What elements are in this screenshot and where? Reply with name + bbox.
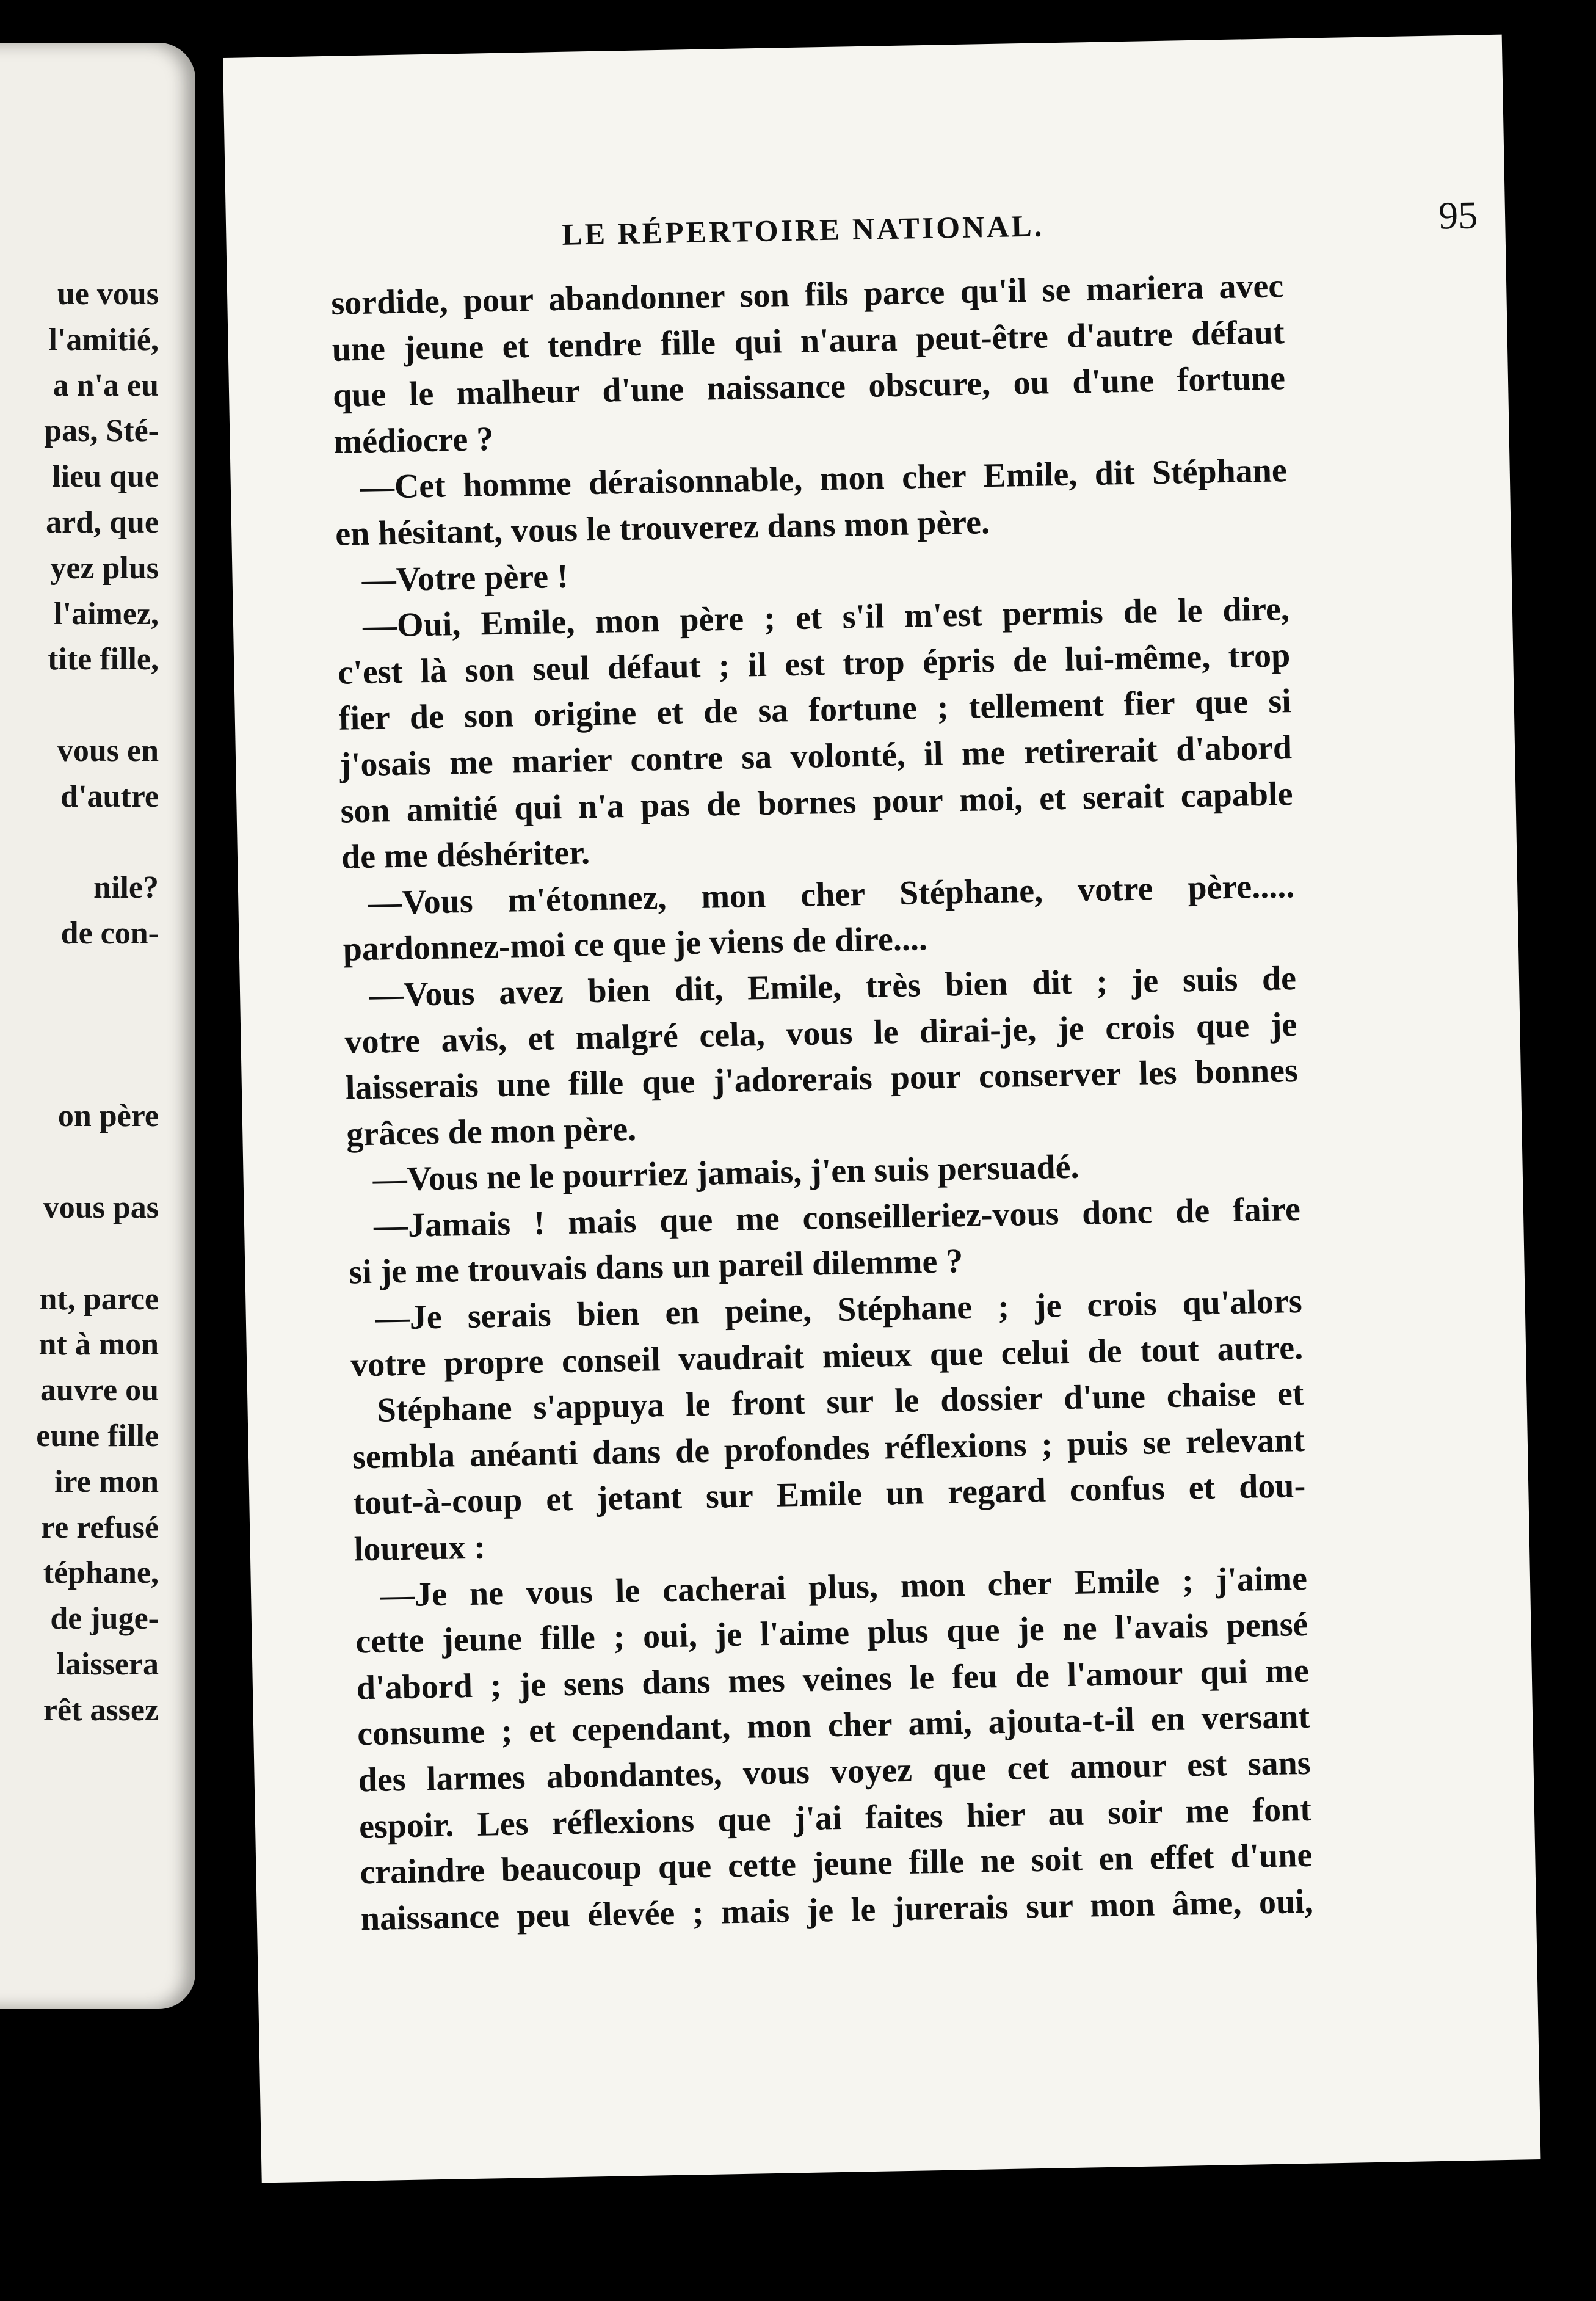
text-line: —Vous m'étonnez, mon cher Stéphane, votre père..... — [367, 867, 1295, 922]
text-line: Stéphane s'appuya le front sur le dossier d'une chaise et — [377, 1375, 1304, 1430]
previous-page-line — [0, 1140, 159, 1185]
text-line: fier de son origine et de sa fortune ; tellement fier que si — [338, 682, 1292, 738]
text-line: votre avis, et malgré cela, vous le dirai-je, je crois que je — [344, 1005, 1297, 1061]
text-line: —Je ne vous le cacherai plus, mon cher Emile ; j'aime — [380, 1559, 1308, 1615]
previous-page-text — [0, 272, 159, 1734]
previous-page-line: lieu que — [52, 459, 159, 495]
previous-page-line — [0, 1231, 159, 1277]
text-line: cette jeune fille ; oui, je l'aime plus que je ne l'avais pensé — [355, 1605, 1308, 1661]
previous-page-line: d'autre — [60, 779, 159, 814]
previous-page-line: de juge- — [50, 1601, 159, 1637]
text-line: médiocre ? — [333, 420, 494, 461]
previous-page-line — [0, 683, 159, 729]
text-line: j'osais me marier contre sa volonté, il me retirerait d'abord — [339, 729, 1293, 784]
previous-page-line — [0, 820, 159, 866]
text-line: des larmes abondantes, vous voyez que cet amour est sans — [358, 1743, 1311, 1800]
page-header — [561, 193, 1478, 259]
previous-page-line: de con- — [60, 916, 159, 951]
previous-page-line: laissera — [56, 1646, 159, 1682]
text-line: —Oui, Emile, mon père ; et s'il m'est permis de le dire, — [362, 590, 1290, 645]
text-line: c'est là son seul défaut ; il est trop épris de lui-même, trop — [337, 636, 1291, 692]
text-line: consume ; et cependant, mon cher ami, ajouta-t-il en versant — [357, 1698, 1310, 1753]
previous-page-line: re refusé — [41, 1510, 159, 1545]
previous-page-line: ire mon — [54, 1464, 159, 1499]
text-line: pardonnez-moi ce que je viens de dire.... — [343, 920, 928, 969]
previous-page-line: eune fille — [36, 1418, 159, 1453]
previous-page-line: téphane, — [43, 1555, 159, 1591]
text-line: en hésitant, vous le trouverez dans mon père. — [335, 503, 990, 553]
text-line: tout-à-coup et jetant sur Emile un regard confus et dou- — [352, 1467, 1306, 1522]
previous-page-line: l'aimez, — [54, 596, 159, 631]
previous-page-line: on père — [57, 1099, 159, 1134]
text-line: d'abord ; je sens dans mes veines le feu de l'amour qui me — [356, 1651, 1310, 1707]
current-page — [223, 35, 1540, 2183]
previous-page-line: yez plus — [50, 550, 159, 586]
text-line: loureux : — [354, 1528, 486, 1569]
text-line: —Je serais bien en peine, Stéphane ; je crois qu'alors — [375, 1282, 1303, 1337]
text-line: votre propre conseil vaudrait mieux que celui de tout autre. — [350, 1328, 1304, 1384]
text-line: grâces de mon père. — [346, 1110, 637, 1154]
text-line: —Votre père ! — [361, 557, 569, 599]
previous-page-line: pas, Sté- — [44, 413, 159, 449]
previous-page-line: a n'a eu — [53, 368, 159, 403]
text-line: son amitié qui n'a pas de bornes pour moi, et serait capable — [340, 774, 1293, 831]
previous-page-line: l'amitié, — [48, 322, 159, 357]
text-line: si je me trouvais dans un pareil dilemme ? — [348, 1242, 963, 1292]
text-line: laisserais une fille que j'adorerais pour conserver les bonnes — [345, 1052, 1299, 1107]
text-line: espoir. Les réflexions que j'ai faites hier au soir me font — [358, 1790, 1312, 1845]
previous-page-line: nile? — [93, 870, 159, 906]
page-number: 95 — [1438, 193, 1478, 238]
previous-page-line: nt à mon — [38, 1327, 159, 1362]
text-line: que le malheur d'une naissance obscure, ou d'une fortune — [332, 359, 1286, 415]
text-line: naissance peu élevée ; mais je le jurerais sur mon âme, oui, — [360, 1882, 1314, 1938]
text-line: sordide, pour abandonner son fils parce qu'il se mariera avec — [330, 267, 1284, 322]
previous-page-line: ue vous — [57, 277, 159, 311]
previous-page-line — [0, 957, 159, 1003]
text-line: une jeune et tendre fille qui n'aura peut-être d'autre défaut — [332, 313, 1285, 369]
previous-page-line: vous en — [57, 733, 159, 768]
previous-page-line: rêt assez — [43, 1692, 159, 1728]
text-line: —Vous avez bien dit, Emile, très bien dit ; je suis de — [369, 959, 1297, 1014]
previous-page-line: ard, que — [46, 504, 159, 540]
previous-page-line: nt, parce — [39, 1281, 159, 1317]
previous-page-line: tite fille, — [48, 642, 159, 677]
text-line: de me déshériter. — [341, 834, 590, 876]
text-line: —Vous ne le pourriez jamais, j'en suis persuadé. — [372, 1147, 1079, 1199]
running-title: LE RÉPERTOIRE NATIONAL. — [561, 208, 1045, 252]
previous-page — [0, 43, 195, 2009]
body-text — [331, 263, 1314, 1943]
previous-page-line — [0, 1049, 159, 1094]
text-line: craindre beaucoup que cette jeune fille ne soit en effet d'une — [359, 1836, 1313, 1892]
previous-page-line: auvre ou — [40, 1373, 159, 1408]
text-line: —Jamais ! mais que me conseilleriez-vous donc de faire — [373, 1190, 1301, 1245]
previous-page-line — [0, 1003, 159, 1049]
text-line: —Cet homme déraisonnable, mon cher Emile, dit Stéphane — [360, 451, 1288, 507]
text-line: sembla anéanti dans de profondes réflexions ; puis se relevant — [352, 1420, 1305, 1477]
previous-page-line: vous pas — [43, 1190, 159, 1225]
